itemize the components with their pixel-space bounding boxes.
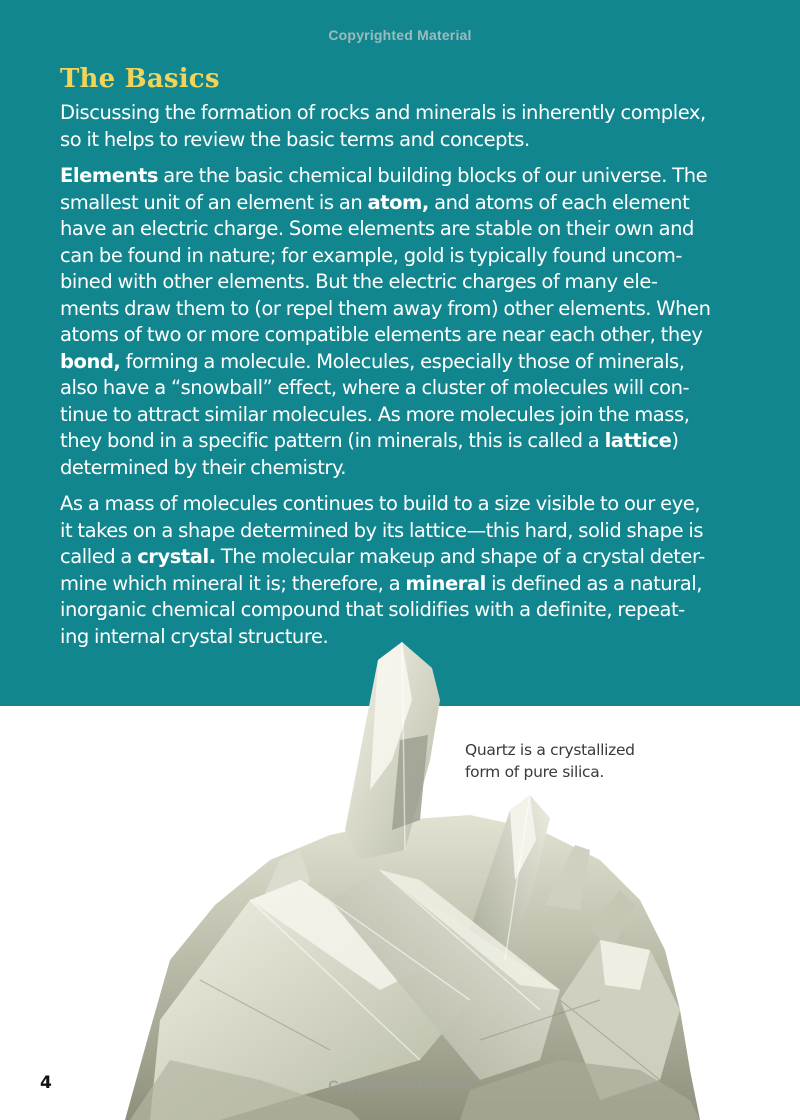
- term-mineral: mineral: [405, 571, 486, 595]
- text-line: [60, 163, 750, 190]
- text-line: As a mass of molecules continues to build to a size visible to our eye,: [60, 492, 701, 515]
- text-line: have an electric charge. Some elements are stable on their own and: [60, 217, 694, 240]
- body-text: [60, 100, 750, 660]
- photo-caption: [465, 739, 635, 783]
- term-bond: bond,: [60, 349, 121, 373]
- text-line: [60, 571, 750, 598]
- page-number: 4: [40, 1073, 52, 1093]
- text-span: and atoms of each element: [428, 190, 690, 214]
- text-line: atoms of two or more compatible elements are near each other, they: [60, 323, 703, 346]
- text-line: ing internal crystal structure.: [60, 624, 329, 648]
- text-line: ments draw them to (or repel them away from) other elements. When: [60, 296, 711, 320]
- text-line: can be found in nature; for example, gold is typically found uncom-: [60, 243, 683, 267]
- text-line: determined by their chemistry.: [60, 455, 347, 479]
- paragraph-crystal: [60, 491, 750, 650]
- text-span: mine which mineral it is; therefore, a: [60, 571, 406, 595]
- paragraph-elements: [60, 163, 750, 481]
- term-lattice: lattice: [604, 429, 672, 452]
- text-line: [60, 428, 750, 455]
- copyright-watermark-bottom: Copyrighted Material: [328, 1077, 472, 1093]
- text-line: [60, 349, 750, 376]
- text-span: they bond in a specific pattern (in minerals, this is called a: [60, 429, 605, 452]
- text-span: are the basic chemical building blocks of our universe. The: [158, 164, 708, 187]
- text-span: is defined as a natural,: [485, 571, 702, 595]
- text-line: Discussing the formation of rocks and minerals is inherently complex,: [60, 101, 706, 124]
- text-span: ): [671, 429, 679, 452]
- text-line: bined with other elements. But the electric charges of many ele-: [60, 270, 658, 293]
- section-heading: The Basics: [60, 64, 220, 94]
- text-span: forming a molecule. Molecules, especially those of minerals,: [120, 349, 685, 373]
- paragraph-intro: [60, 100, 750, 153]
- term-elements: Elements: [60, 164, 158, 187]
- text-span: The molecular makeup and shape of a crystal deter-: [215, 545, 705, 568]
- text-span: called a: [60, 545, 138, 568]
- caption-line: form of pure silica.: [465, 763, 605, 781]
- text-line: also have a “snowball” effect, where a cluster of molecules will con-: [60, 376, 690, 399]
- text-line: tinue to attract similar molecules. As more molecules join the mass,: [60, 402, 690, 426]
- text-line: it takes on a shape determined by its lattice—this hard, solid shape is: [60, 518, 704, 542]
- text-line: inorganic chemical compound that solidifies with a definite, repeat-: [60, 598, 685, 621]
- term-crystal: crystal.: [137, 545, 216, 568]
- copyright-watermark-top: Copyrighted Material: [328, 27, 472, 43]
- caption-line: Quartz is a crystallized: [465, 741, 635, 759]
- term-atom: atom,: [367, 190, 429, 214]
- text-line: [60, 544, 750, 571]
- text-span: smallest unit of an element is an: [60, 190, 368, 214]
- text-line: so it helps to review the basic terms and concepts.: [60, 127, 530, 151]
- text-line: [60, 190, 750, 217]
